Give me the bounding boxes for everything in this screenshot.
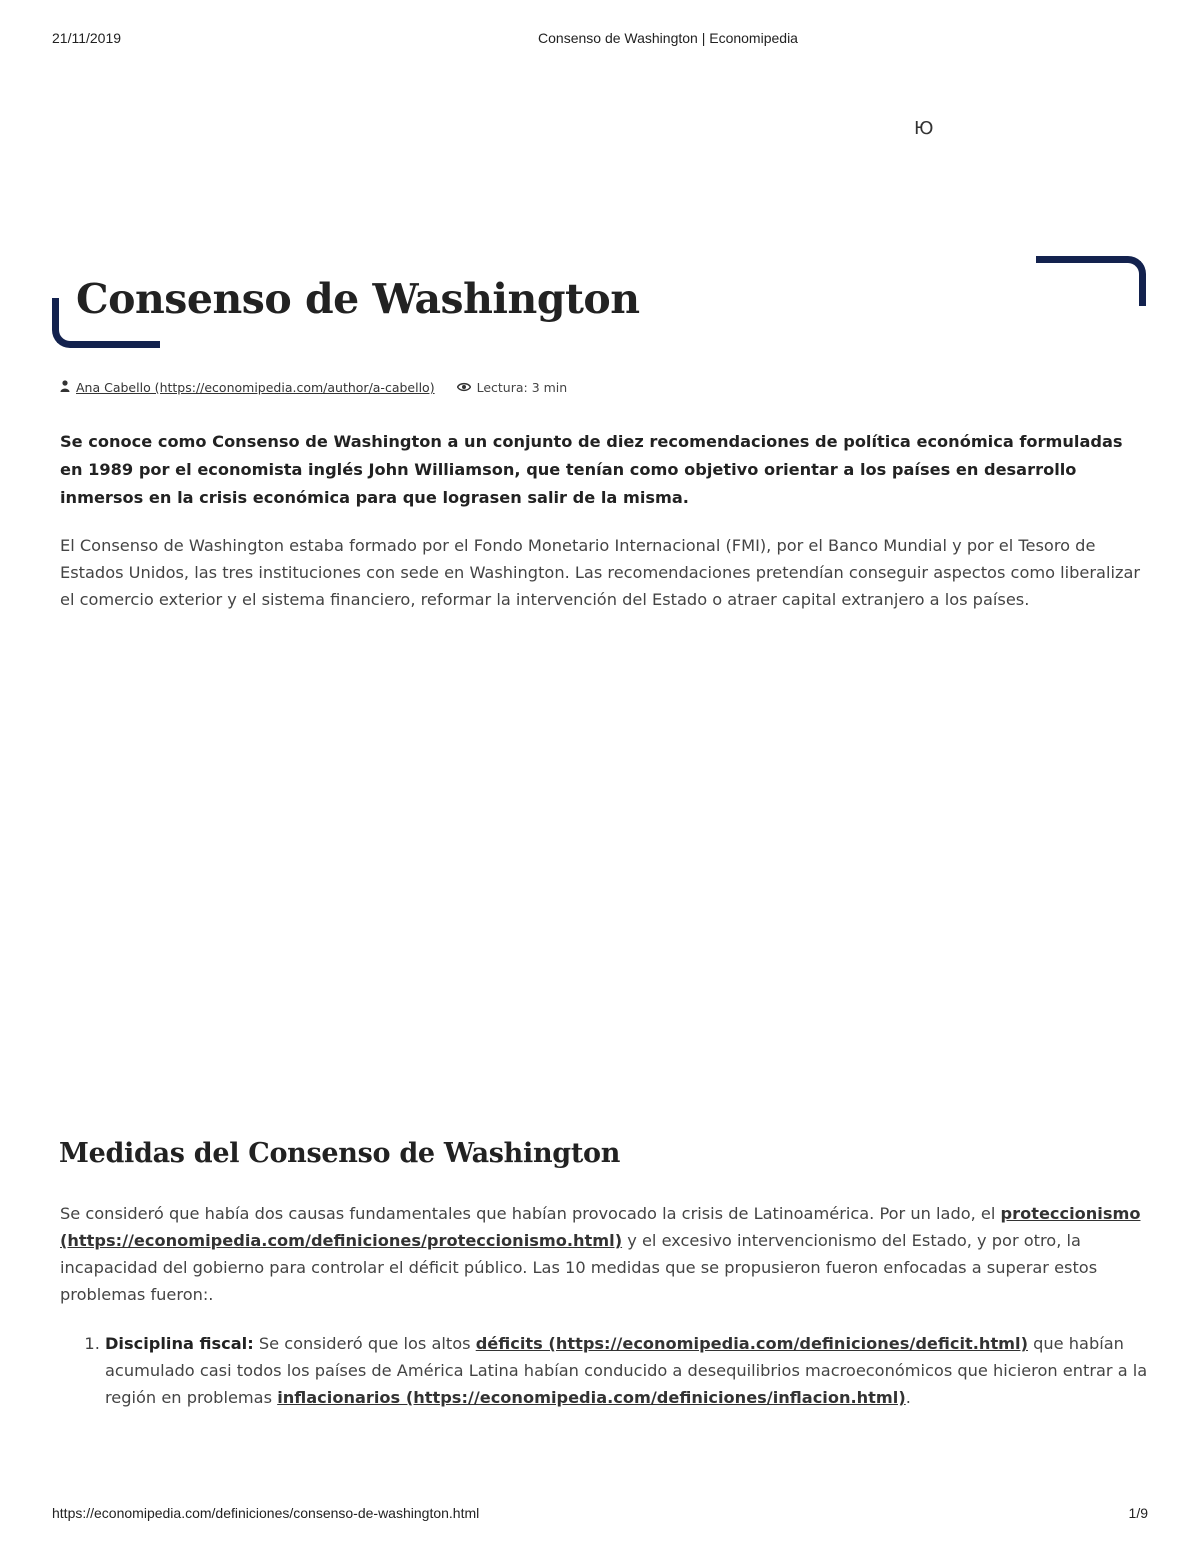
eye-icon [457,381,471,395]
page-number: 1/9 [1128,1505,1148,1521]
inflacion-link[interactable]: inflacionarios (https://economipedia.com/definiciones/inflacion.html) [277,1388,906,1407]
measures-list [60,1330,1190,1411]
print-header [0,30,1200,50]
paragraph-text: y el excesivo intervencionismo del Estado, y por otro, la incapacidad del gobierno para controlar el déficit público. Las 10 medidas que se propusieron fueron enfocadas a superar estos problemas fueron:. [60,1231,1098,1304]
list-item [105,1330,1190,1411]
author-link[interactable]: Ana Cabello (https://economipedia.com/author/a-cabello) [76,380,435,395]
print-footer [0,1505,1200,1525]
article-lead: Se conoce como Consenso de Washington a un conjunto de diez recomendaciones de política económica formuladas en 1989 por el economista inglés John Williamson, que tenían como objetivo orientar a los países en desarrollo inmersos en la crisis económica para que lograsen salir de la misma. [60,432,1123,507]
deficit-link[interactable]: déficits (https://economipedia.com/definiciones/deficit.html) [475,1334,1028,1353]
article-title: Consenso de Washington [76,275,640,323]
article-meta [60,380,567,395]
article-paragraph: El Consenso de Washington estaba formado por el Fondo Monetario Internacional (FMI), por el Banco Mundial y por el Tesoro de Estados Unidos, las tres instituciones con sede en Washington. Las recomendaciones pretendían conseguir aspectos como liberalizar el comercio exterior y el sistema financiero, reformar la intervención del Estado o atraer capital extranjero a los países. [60,536,1141,609]
section-paragraph [60,1200,1145,1308]
paragraph-text: Se consideró que había dos causas fundamentales que habían provocado la crisis de Latinoamérica. Por un lado, el [60,1204,1001,1223]
print-date: 21/11/2019 [52,30,122,46]
list-item-label: Disciplina fiscal: [105,1334,254,1353]
list-item-text: Se consideró que los altos [253,1334,476,1353]
site-logo-fragment: Ю [914,118,934,139]
reading-time: Lectura: 3 min [476,380,568,395]
title-bracket-right [1036,256,1146,306]
user-icon [60,380,70,395]
proteccionismo-link[interactable]: proteccionismo (https://economipedia.com/definiciones/proteccionismo.html) [60,1204,1141,1250]
print-page-title: Consenso de Washington | Economipedia [538,30,798,46]
section-heading: Medidas del Consenso de Washington [59,1138,621,1169]
list-item-text: que habían acumulado casi todos los países de América Latina habían conducido a desequilibrios macroeconómicos que hicieron entrar a la región en problemas [105,1334,1148,1407]
print-url: https://economipedia.com/definiciones/consenso-de-washington.html [52,1505,480,1521]
list-item-text: . [905,1388,911,1407]
